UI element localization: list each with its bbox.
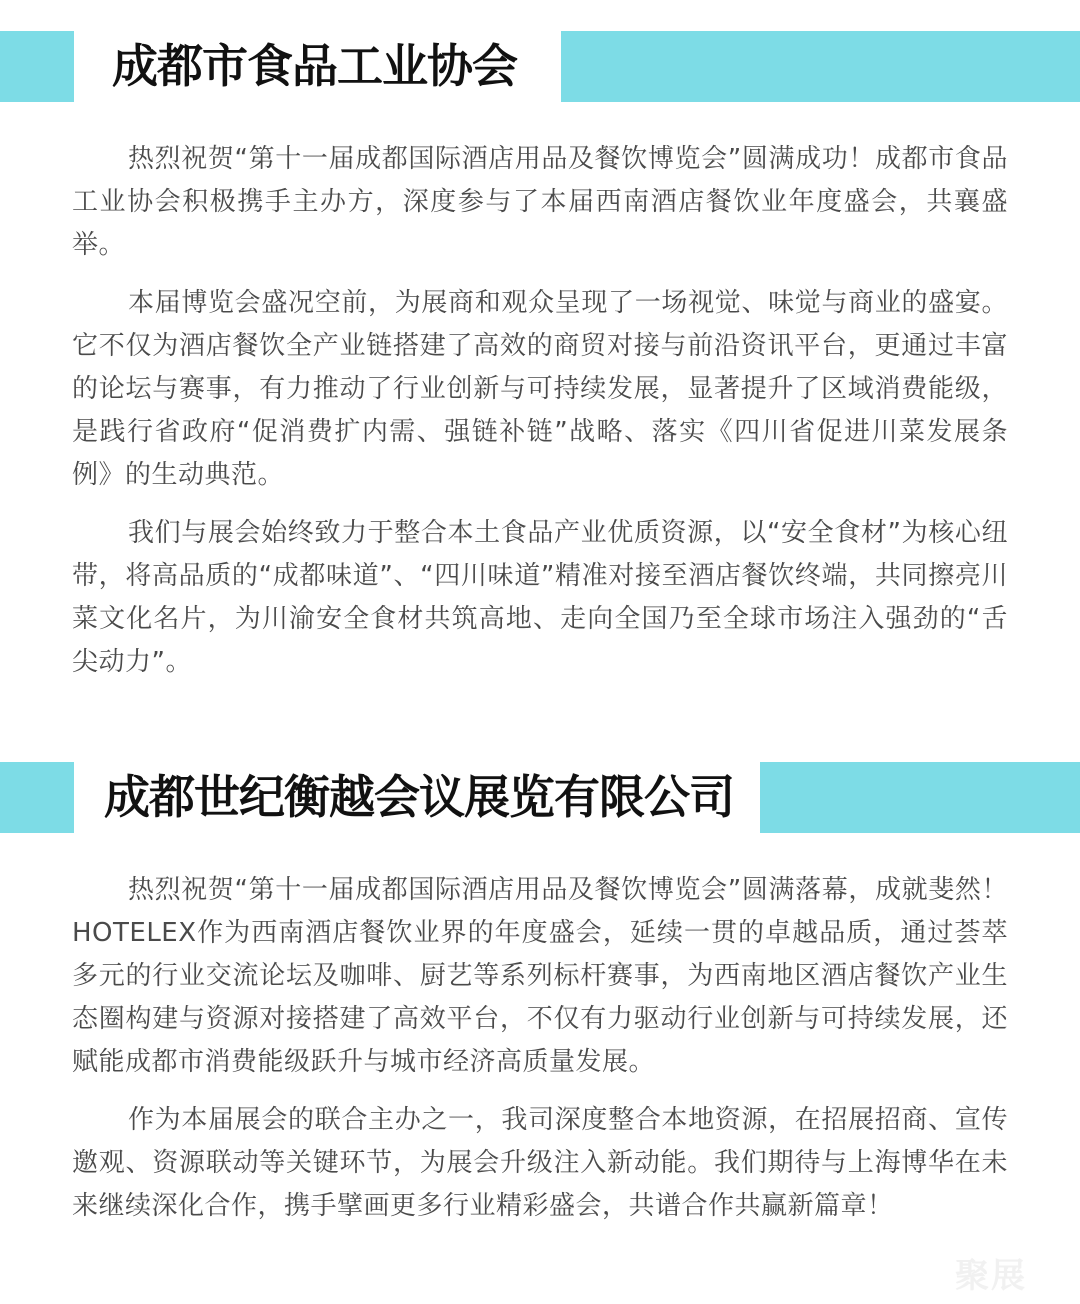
accent-bar-left xyxy=(0,762,74,833)
paragraph: 本届博览会盛况空前，为展商和观众呈现了一场视觉、味觉与商业的盛宴。它不仅为酒店餐饮全产业链搭建了高效的商贸对接与前沿资讯平台，更通过丰富的论坛与赛事，有力推动了行业创新与可持续发展，显著提升了区域消费能级，是践行省政府“促消费扩内需、强链补链”战略、落实《四川省促进川菜发展条例》的生动典范。 xyxy=(72,288,1008,490)
paragraph: 热烈祝贺“第十一届成都国际酒店用品及餐饮博览会”圆满落幕，成就斐然！ HOTELEX作为西南酒店餐饮业界的年度盛会，延续一贯的卓越品质，通过荟萃多元的行业交流论坛及咖啡、厨艺等系列标杆赛事，为西南地区酒店餐饮产业生态圈构建与资源对接搭建了高效平台，不仅有力驱动行业创新与可持续发展，还赋能成都市消费能级跃升与城市经济高质量发展。 xyxy=(72,875,1008,1077)
paragraph: 热烈祝贺“第十一届成都国际酒店用品及餐饮博览会”圆满成功！成都市食品工业协会积极携手主办方，深度参与了本届西南酒店餐饮业年度盛会，共襄盛举。 xyxy=(72,144,1008,260)
watermark-logo: 聚展 xyxy=(955,1256,1027,1296)
accent-bar-left xyxy=(0,31,74,102)
paragraph: 我们与展会始终致力于整合本土食品产业优质资源，以“安全食材”为核心纽带，将高品质的“成都味道”、“四川味道”精准对接至酒店餐饮终端，共同擦亮川菜文化名片，为川渝安全食材共筑高地、走向全国乃至全球市场注入强劲的“舌尖动力”。 xyxy=(72,518,1008,677)
section-header-1 xyxy=(0,31,1080,102)
section-title: 成都市食品工业协会 xyxy=(112,39,517,93)
section-header-2 xyxy=(0,762,1080,833)
section-title: 成都世纪衡越会议展览有限公司 xyxy=(104,770,734,824)
accent-bar-right xyxy=(561,31,1080,102)
accent-bar-right xyxy=(760,762,1080,833)
paragraph: 作为本届展会的联合主办之一，我司深度整合本地资源，在招展招商、宣传邀观、资源联动等关键环节，为展会升级注入新动能。我们期待与上海博华在未来继续深化合作，携手擘画更多行业精彩盛会，共谱合作共赢新篇章！ xyxy=(72,1105,1008,1221)
